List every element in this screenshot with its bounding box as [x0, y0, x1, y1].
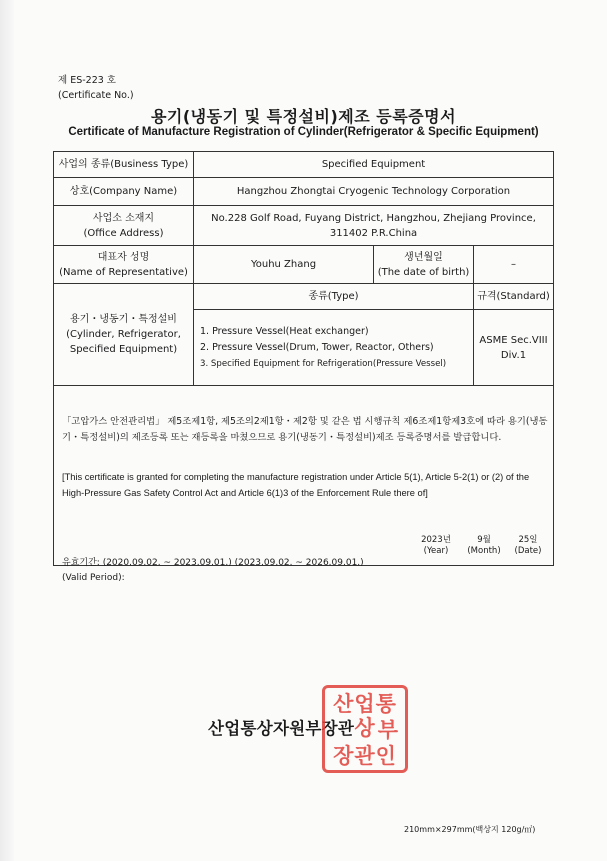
equipment-label-line-2: (Cylinder, Refrigerator, — [66, 329, 181, 340]
seal-row-1: 산업통상 — [333, 692, 397, 740]
standard-header: 규격(Standard) — [474, 284, 554, 310]
equipment-label — [54, 284, 194, 386]
table-row — [54, 152, 554, 178]
issue-day-label: (Date) — [514, 546, 542, 556]
list-item: 1. Pressure Vessel(Heat exchanger) — [200, 325, 369, 337]
issuer-minister: 산업통상자원부장관 — [208, 719, 355, 738]
rep-label-ko: 대표자 성명 — [97, 251, 150, 263]
business-type-label: 사업의 종류(Business Type) — [54, 152, 194, 178]
issue-day — [512, 535, 544, 557]
business-type-value: Specified Equipment — [194, 152, 554, 178]
office-address-line-1: No.228 Golf Road, Fuyang District, Hangzhou, Zhejiang Province, — [211, 212, 536, 224]
standard-line-1: ASME Sec.VIII — [479, 334, 548, 346]
standard-value — [474, 310, 554, 386]
certificate-number-label-en: (Certificate No.) — [58, 90, 134, 101]
validity-period — [62, 557, 364, 570]
equipment-label-line-1: 용기・냉동기・특정설비 — [70, 314, 177, 325]
seal-row-3: 장관인 — [333, 744, 397, 768]
rep-label-en: (Name of Representative) — [59, 266, 188, 278]
table-row — [54, 284, 554, 310]
issue-month — [462, 535, 506, 557]
office-label-en: (Office Address) — [83, 227, 164, 239]
certificate-number: 제 ES-223 호 — [58, 75, 116, 86]
validity-periods: (2020.09.02. ~ 2023.09.01.) (2023.09.02. ~ 2026.09.01.) — [102, 558, 364, 568]
title-english: Certificate of Manufacture Registration of Cylinder(Refrigerator & Specific Equipment) — [68, 126, 539, 138]
date-of-birth-label — [374, 246, 474, 284]
dob-label-en: (The date of birth) — [377, 266, 470, 278]
office-address-line-2: 311402 P.R.China — [329, 227, 418, 239]
list-item: 2. Pressure Vessel(Drum, Tower, Reactor, Others) — [200, 341, 434, 353]
paper-spec: 210mm×297mm(백상지 120g/㎡) — [404, 825, 536, 834]
standard-line-2: Div.1 — [500, 349, 527, 361]
validity-label-en: (Valid Period): — [62, 573, 125, 583]
table-row — [54, 246, 554, 284]
representative-value: Youhu Zhang — [194, 246, 374, 284]
dob-label-ko: 생년월일 — [404, 251, 443, 263]
validity-label: 유효기간: — [62, 558, 100, 568]
company-name-label: 상호(Company Name) — [54, 178, 194, 206]
issue-year — [416, 535, 456, 557]
company-name-value: Hangzhou Zhongtai Cryogenic Technology Corporation — [194, 178, 554, 206]
statement-korean: 「고압가스 안전관리법」 제5조제1항, 제5조의2제1항・제2항 및 같은 법 시행규칙 제6조제1항제3호에 따라 용기(냉동기・특정설비)의 제조등록 또는 재등록을 마쳤으므로 용기(냉동기・특정설비)제조 등록증명서를 발급합니다. — [62, 416, 548, 443]
representative-label — [54, 246, 194, 284]
equipment-types-list — [194, 310, 474, 386]
issue-year-label: (Year) — [423, 546, 449, 556]
official-seal — [322, 685, 408, 773]
registration-table — [53, 151, 554, 566]
statement-english: [This certificate is granted for completing the manufacture registration under Article 5(1), Article 5-2(1) or (2) of the High-Pressure Gas Safety Control Act and Article 6(1)3 of the Enforcement Rule there of] — [62, 472, 530, 498]
office-address-value — [194, 206, 554, 246]
title-korean: 용기(냉동기 및 특정설비)제조 등록증명서 — [150, 107, 457, 126]
date-of-birth-value: – — [474, 246, 554, 284]
table-row — [54, 206, 554, 246]
equipment-label-line-3: Specified Equipment) — [69, 344, 178, 355]
seal-row-2: 부 — [377, 718, 399, 742]
table-row — [54, 178, 554, 206]
office-address-label — [54, 206, 194, 246]
issue-month-label: (Month) — [467, 546, 501, 556]
issue-year-value: 2023년 — [421, 535, 451, 545]
type-header: 종류(Type) — [194, 284, 474, 310]
office-label-ko: 사업소 소재지 — [92, 212, 155, 224]
list-item: 3. Specified Equipment for Refrigeration(Pressure Vessel) — [200, 358, 447, 369]
issue-day-value: 25일 — [518, 535, 538, 545]
issue-month-value: 9월 — [477, 535, 491, 545]
